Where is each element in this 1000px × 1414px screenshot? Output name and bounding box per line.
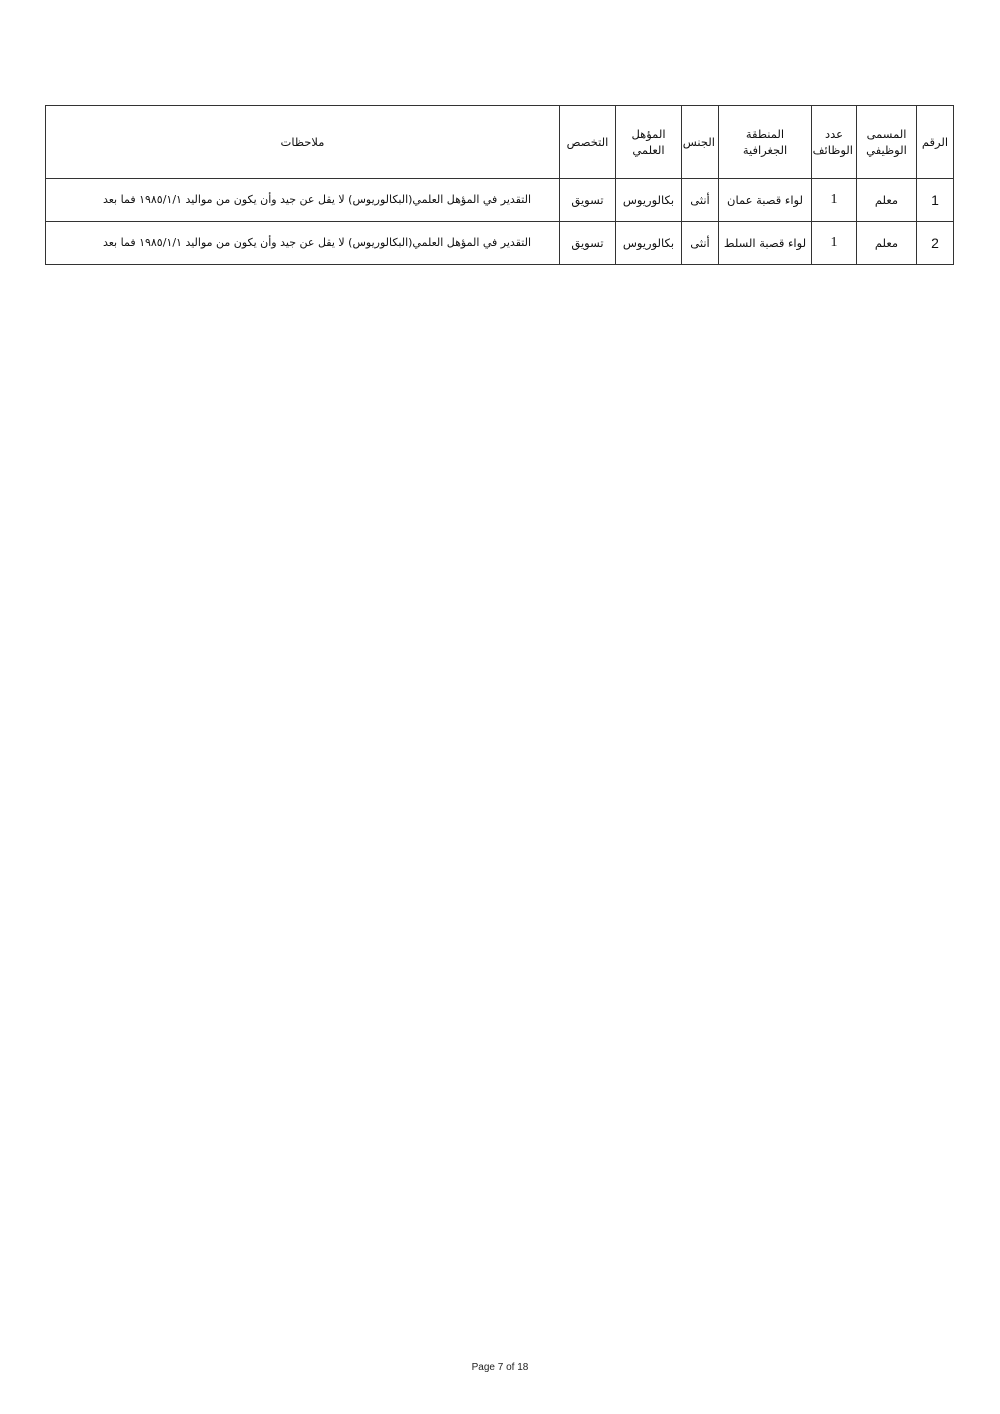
cell-specialization: تسويق — [560, 179, 616, 222]
header-jobs-count: عدد الوظائف — [812, 106, 857, 179]
header-job-title: المسمى الوظيفي — [857, 106, 917, 179]
cell-gender: أنثى — [682, 222, 719, 265]
cell-specialization: تسويق — [560, 222, 616, 265]
header-qualification: المؤهل العلمي — [616, 106, 682, 179]
header-gender: الجنس — [682, 106, 719, 179]
header-number: الرقم — [917, 106, 954, 179]
cell-notes: التقدير في المؤهل العلمي(البكالوريوس) لا يقل عن جيد وأن يكون من مواليد ١٩٨٥/١/١ فما بعد — [46, 222, 560, 265]
jobs-table — [45, 105, 954, 265]
cell-region: لواء قصبة السلط — [719, 222, 812, 265]
cell-jobs-count: 1 — [812, 179, 857, 222]
header-specialization: التخصص — [560, 106, 616, 179]
cell-number: 1 — [917, 179, 954, 222]
header-notes: ملاحظات — [46, 106, 560, 179]
cell-qualification: بكالوريوس — [616, 179, 682, 222]
table-row — [46, 222, 954, 265]
cell-qualification: بكالوريوس — [616, 222, 682, 265]
cell-jobs-count: 1 — [812, 222, 857, 265]
cell-gender: أنثى — [682, 179, 719, 222]
cell-region: لواء قصبة عمان — [719, 179, 812, 222]
table-header-row — [46, 106, 954, 179]
cell-job-title: معلم — [857, 179, 917, 222]
table-row — [46, 179, 954, 222]
cell-number: 2 — [917, 222, 954, 265]
page-number: Page 7 of 18 — [471, 1362, 529, 1373]
cell-job-title: معلم — [857, 222, 917, 265]
header-region: المنطقة الجغرافية — [719, 106, 812, 179]
cell-notes: التقدير في المؤهل العلمي(البكالوريوس) لا يقل عن جيد وأن يكون من مواليد ١٩٨٥/١/١ فما بعد — [46, 179, 560, 222]
